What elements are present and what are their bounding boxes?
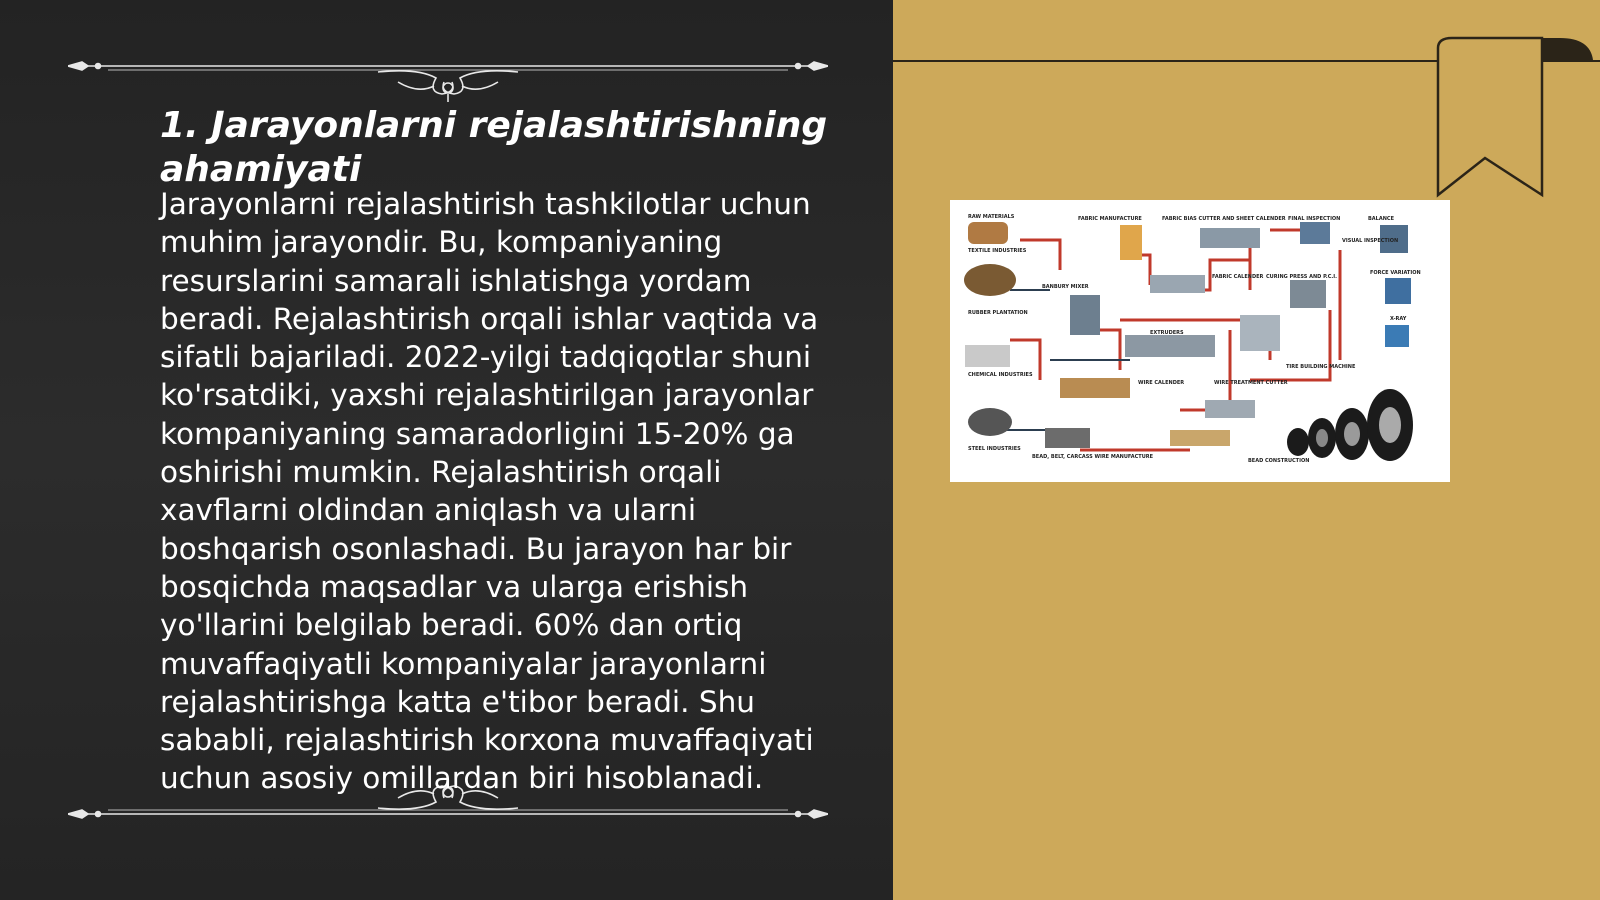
label-force-variation: FORCE VARIATION (1370, 270, 1421, 276)
tire-manufacturing-diagram (950, 200, 1450, 482)
label-curing-press: CURING PRESS AND P.C.I. (1266, 274, 1338, 280)
label-steel: STEEL INDUSTRIES (968, 446, 1021, 452)
label-balance: BALANCE (1368, 216, 1395, 222)
label-extruders: EXTRUDERS (1150, 330, 1184, 336)
label-tire-building: TIRE BUILDING MACHINE (1286, 364, 1356, 370)
label-bead-construction: BEAD CONSTRUCTION (1248, 458, 1310, 464)
label-banbury-mixer: BANBURY MIXER (1042, 284, 1089, 290)
label-wire-calender: WIRE CALENDER (1138, 380, 1185, 386)
label-bead-belt: BEAD, BELT, CARCASS WIRE MANUFACTURE (1032, 454, 1154, 460)
label-fabric-calender: FABRIC CALENDER (1212, 274, 1264, 280)
label-raw-materials: RAW MATERIALS (968, 214, 1015, 220)
slide-title: 1. Jarayonlarni rejalashtirishning ahamiyati (160, 105, 828, 190)
label-chemical: CHEMICAL INDUSTRIES (968, 372, 1033, 378)
label-wire-treatment: WIRE TREATMENT CUTTER (1214, 380, 1288, 386)
label-fabric-manufacture: FABRIC MANUFACTURE (1078, 216, 1142, 222)
label-rubber-plantation: RUBBER PLANTATION (968, 310, 1028, 316)
ornamental-divider-top (68, 42, 828, 102)
slide-body-text: Jarayonlarni rejalashtirish tashkilotlar uchun muhim jarayondir. Bu, kompaniyaning resurslarini samarali ishlatishga yordam beradi. Rejalashtirish orqali ishlar vaqtida va sifatli bajariladi. 2022-yilgi tadqiqotlar shuni ko'rsatdiki, yaxshi rejalashtirilgan jarayonlar kompaniyaning samaradorligini 15-20% ga oshirishi mumkin. Rejalashtirish orqali xavflarni oldindan aniqlash va ularni boshqarish osonlashadi. Bu jarayon har bir bosqichda maqsadlar va ularga erishish yo'llarini belgilab beradi. 60% dan ortiq muvaffaqiyatli kompaniyalar jarayonlarni rejalashtirishga katta e'tibor beradi. Shu sababli, rejalashtirish korxona muvaffaqiyati uchun asosiy omillardan biri hisoblanadi. (160, 187, 819, 796)
tire-icons (1287, 389, 1413, 461)
bookmark-ribbon-icon (1430, 30, 1600, 200)
label-fabric-bias-cutter: FABRIC BIAS CUTTER AND SHEET CALENDER (1162, 216, 1286, 222)
label-xray: X-RAY (1390, 316, 1407, 322)
label-final-inspection: FINAL INSPECTION (1288, 216, 1341, 222)
label-textile: TEXTILE INDUSTRIES (968, 248, 1027, 254)
label-visual-inspection: VISUAL INSPECTION (1342, 238, 1399, 244)
